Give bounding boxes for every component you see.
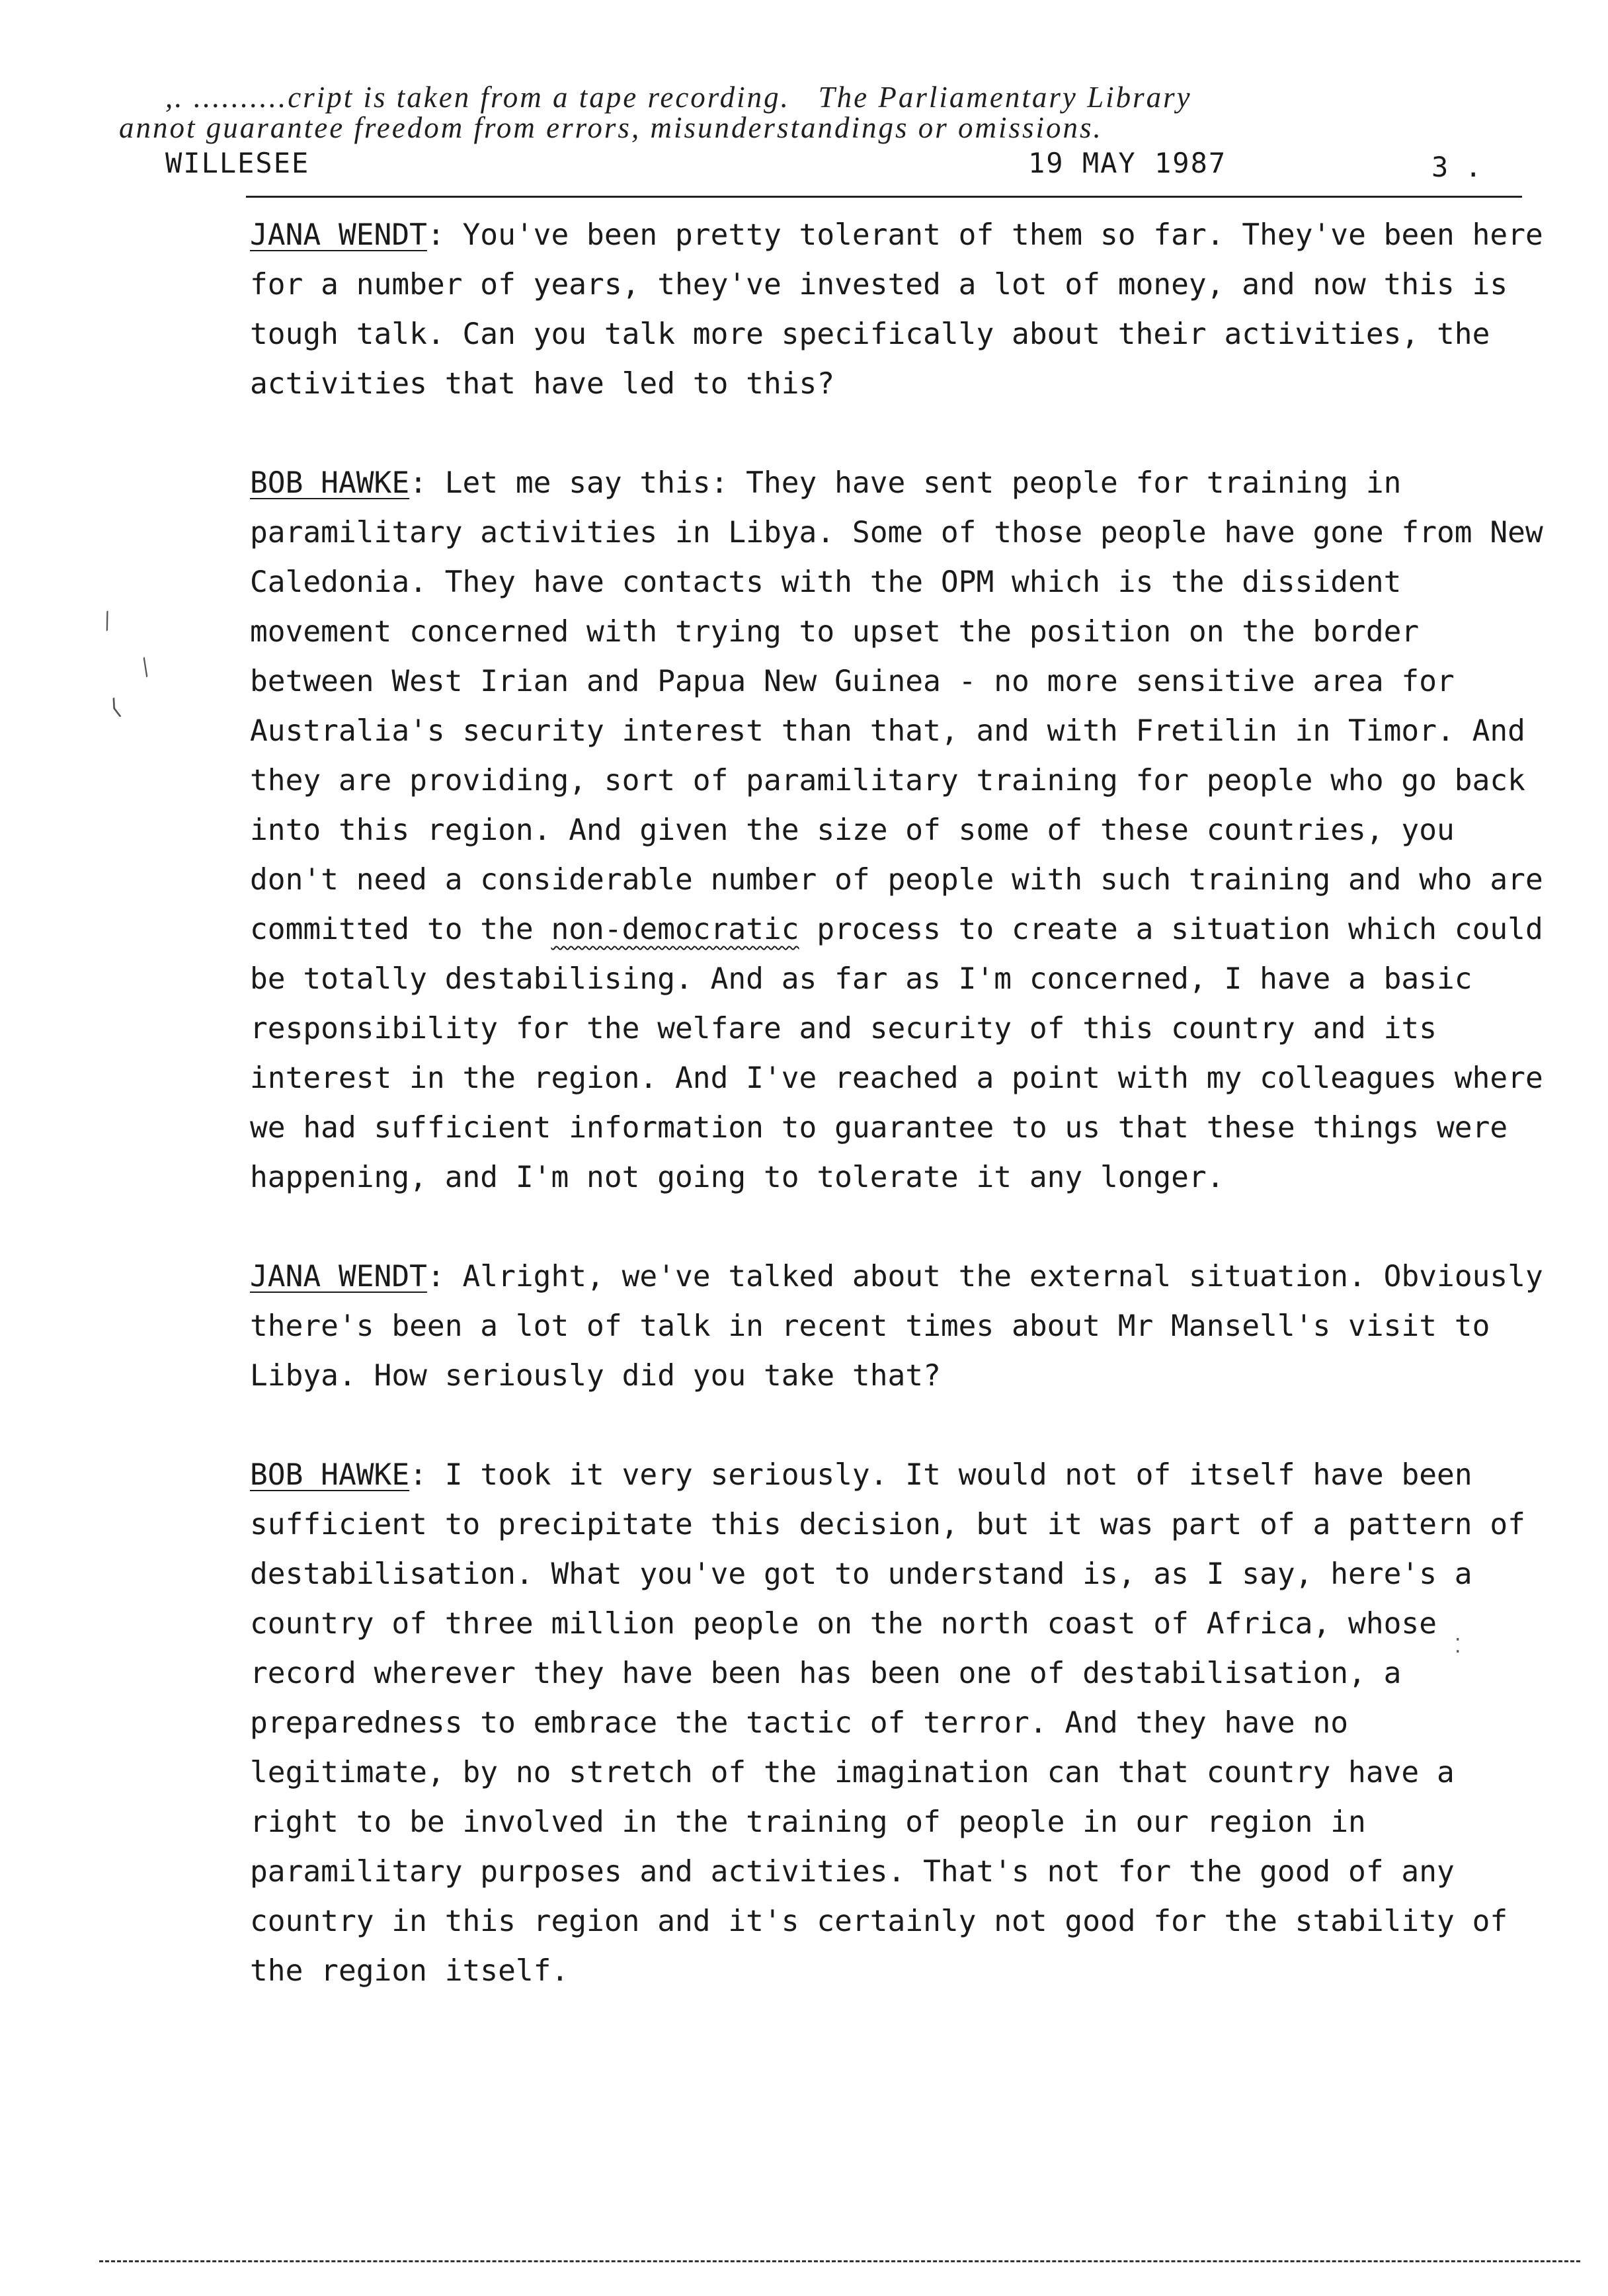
transcript-paragraph: BOB HAWKE: Let me say this: They have sent people for training in paramilitary activities in Libya. Some of those people have gone from New Caledonia. They have contacts with the OPM which is the dissident movement concerned with trying to upset the position on the border between West Irian and Papua New Guinea - no more sensitive area for Australia's security interest than that, and with Fretilin in Timor. And they are providing, sort of paramilitary training for people who go back into this region. And given the size of some of these countries, you don't need a considerable number of people with such training and who are committed to the non-democratic process to create a situation which could be totally destabilising. And as far as I'm concerned, I have a basic responsibility for the welfare and security of this country and its interest in the region. And I've reached a point with my colleagues where we had sufficient information to guarantee to us that these things were happening, and I'm not going to tolerate it any longer. bbox=[250, 466, 1543, 1194]
transcript-paragraph: BOB HAWKE: I took it very seriously. It would not of itself have been sufficient to precipitate this decision, but it was part of a pattern of destabilisation. What you've got to understand is, as I say, here's a country of three million people on the north coast of Africa, whose record wherever they have been has been one of destabilisation, a preparedness to embrace the tactic of terror. And they have no legitimate, by no stretch of the imagination can that country have a right to be involved in the training of people in our region in paramilitary purposes and activities. That's not for the good of any country in this region and it's certainly not good for the stability of the region itself. bbox=[250, 1458, 1525, 1988]
page-number: 3 . bbox=[1431, 151, 1482, 183]
page-header bbox=[165, 147, 1488, 186]
paragraph-text: I took it very seriously. It would not of itself have been sufficient to precipitate this decision, but it was part of a pattern of destabilisation. What you've got to understand is, as I say, here's a country of three million people on the north coast of Africa, whose record wherever they have been has been one of destabilisation, a preparedness to embrace the tactic of terror. And they have no legitimate, by no stretch of the imagination can that country have a right to be involved in the training of people in our region in paramilitary purposes and activities. That's not for the good of any country in this region and it's certainly not good for the stability of the region itself. bbox=[250, 1458, 1525, 1988]
scan-mark: ⟨ bbox=[106, 693, 124, 722]
speaker-name: BOB HAWKE bbox=[250, 1458, 410, 1492]
speaker-name: JANA WENDT bbox=[250, 1260, 427, 1293]
disclaimer-line-1: ,. ..........cript is taken from a tape recording. The Parliamentary Library bbox=[165, 81, 1192, 114]
transcript-paragraph: JANA WENDT: You've been pretty tolerant of them so far. They've been here for a number of years, they've invested a lot of money, and now this is tough talk. Can you talk more specifically about their activities, the activities that have led to this? bbox=[250, 218, 1543, 401]
scan-mark: ⁚ bbox=[1455, 1635, 1461, 1658]
scan-mark: ⁄ bbox=[136, 656, 156, 680]
emphasized-phrase: non-democratic bbox=[551, 913, 799, 946]
transcript-disclaimer bbox=[119, 81, 1587, 144]
paragraph-text: You've been pretty tolerant of them so far. They've been here for a number of years, they've invested a lot of money, and now this is tough talk. Can you talk more specifically about their activities, the activities that have led to this? bbox=[250, 218, 1543, 401]
disclaimer-line-2: annot guarantee freedom from errors, misunderstandings or omissions. bbox=[119, 111, 1103, 144]
header-divider bbox=[246, 196, 1522, 198]
transcript-paragraph: JANA WENDT: Alright, we've talked about the external situation. Obviously there's been a lot of talk in recent times about Mr Mansell's visit to Libya. How seriously did you take that? bbox=[250, 1260, 1543, 1393]
scan-mark: ⁄ bbox=[99, 609, 116, 634]
speaker-name: BOB HAWKE bbox=[250, 466, 410, 500]
transcript-date: 19 MAY 1987 bbox=[1028, 147, 1227, 179]
transcript-body bbox=[250, 210, 1546, 2045]
speaker-name: JANA WENDT bbox=[250, 218, 427, 252]
paragraph-text-continued: process to create a situation which could be totally destabilising. And as far as I'm concerned, I have a basic responsibility for the welfare and security of this country and its interest in the region. And I've reached a point with my colleagues where we had sufficient information to guarantee to us that these things were happening, and I'm not going to tolerate it any longer. bbox=[250, 913, 1543, 1194]
paragraph-text: Alright, we've talked about the external situation. Obviously there's been a lot of talk in recent times about Mr Mansell's visit to Libya. How seriously did you take that? bbox=[250, 1260, 1543, 1393]
footer-divider bbox=[99, 2260, 1580, 2262]
program-name: WILLESEE bbox=[165, 147, 310, 179]
paragraph-text: Let me say this: They have sent people for training in paramilitary activities in Libya. Some of those people have gone from New Caledonia. They have contacts with the OPM which is the dissident movement concerned with trying to upset the position on the border between West Irian and Papua New Guinea - no more sensitive area for Australia's security interest than that, and with Fretilin in Timor. And they are providing, sort of paramilitary training for people who go back into this region. And given the size of some of these countries, you don't need a considerable number of people with such training and who are committed to the bbox=[250, 466, 1543, 946]
